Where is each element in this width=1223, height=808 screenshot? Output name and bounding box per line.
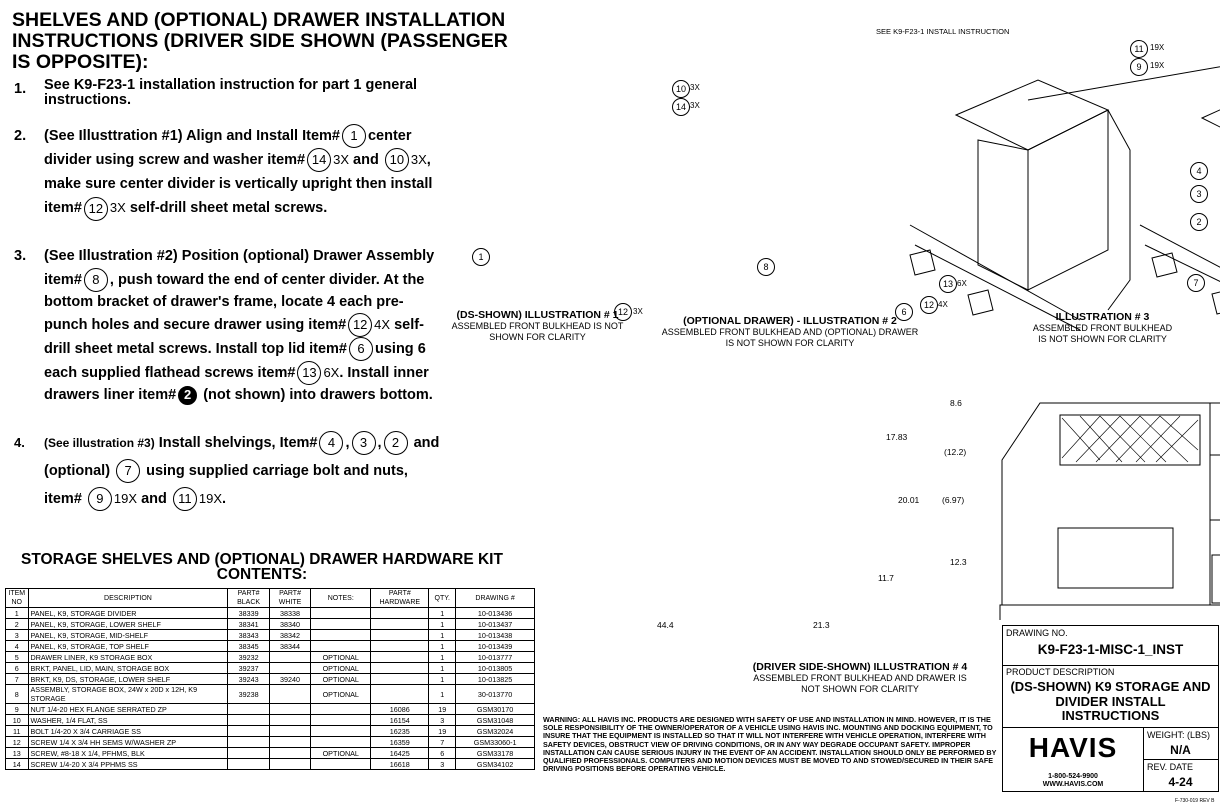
table-cell	[371, 619, 429, 630]
table-cell	[269, 663, 310, 674]
table-cell: PANEL, K9, STORAGE, MID-SHELF	[28, 630, 228, 641]
table-cell: GSM34102	[456, 759, 535, 770]
table-cell	[311, 737, 371, 748]
table-cell	[311, 704, 371, 715]
table-row	[6, 641, 535, 652]
table-cell	[269, 652, 310, 663]
havis-logo: HAVIS	[1028, 732, 1118, 763]
table-cell	[371, 663, 429, 674]
table-row	[6, 704, 535, 715]
table-cell: 16086	[371, 704, 429, 715]
table-cell: 10	[6, 715, 29, 726]
table-cell: 38341	[228, 619, 269, 630]
table-cell	[311, 715, 371, 726]
table-cell: 7	[429, 737, 456, 748]
table-cell: 2	[6, 619, 29, 630]
table-cell: 3	[429, 759, 456, 770]
table-cell: BRKT, K9, DS, STORAGE, LOWER SHELF	[28, 674, 228, 685]
step-1: 1. See K9-F23-1 installation instruction for part 1 general instructions.	[14, 77, 418, 108]
table-cell: 16154	[371, 715, 429, 726]
table-cell: 3	[6, 630, 29, 641]
table-cell: 10-013439	[456, 641, 535, 652]
table-cell: 16359	[371, 737, 429, 748]
table-cell: 14	[6, 759, 29, 770]
caption-illustration-4: (DRIVER SIDE-SHOWN) ILLUSTRATION # 4 ASSEMBLED FRONT BULKHEAD AND DRAWER IS NOT SHOWN FOR CLARITY	[752, 661, 968, 694]
table-cell: 38343	[228, 630, 269, 641]
table-row	[6, 737, 535, 748]
table-header-cell: NOTES:	[311, 589, 371, 608]
table-cell: 39243	[228, 674, 269, 685]
table-row	[6, 726, 535, 737]
table-cell: ASSEMBLY, STORAGE BOX, 24W x 20D x 12H, K9 STORAGE	[28, 685, 228, 704]
table-cell: 38339	[228, 608, 269, 619]
table-cell: OPTIONAL	[311, 685, 371, 704]
table-cell: 10-013438	[456, 630, 535, 641]
table-cell	[311, 608, 371, 619]
table-cell: GSM31048	[456, 715, 535, 726]
table-cell: OPTIONAL	[311, 652, 371, 663]
table-cell: 1	[429, 608, 456, 619]
table-cell	[269, 748, 310, 759]
table-row	[6, 652, 535, 663]
illustration-4-drawing	[1000, 403, 1220, 620]
table-row	[6, 619, 535, 630]
table-cell: GSM32024	[456, 726, 535, 737]
table-cell: 19	[429, 726, 456, 737]
illustration-2-drawing	[1140, 85, 1220, 330]
table-cell	[228, 704, 269, 715]
table-cell: 30-013770	[456, 685, 535, 704]
table-cell: 8	[6, 685, 29, 704]
table-row	[6, 674, 535, 685]
table-header-cell: ITEM NO	[6, 589, 29, 608]
table-cell: SCREW, #8-18 X 1/4, PFHMS, BLK	[28, 748, 228, 759]
caption-illustration-1: (DS-SHOWN) ILLUSTRATION # 1 ASSEMBLED FRONT BULKHEAD IS NOT SHOWN FOR CLARITY	[451, 309, 624, 342]
table-cell: 38340	[269, 619, 310, 630]
table-header-cell: DESCRIPTION	[28, 589, 228, 608]
table-cell: SCREW 1/4-20 X 3/4 PPHMS SS	[28, 759, 228, 770]
table-cell: 10-013437	[456, 619, 535, 630]
table-cell	[371, 608, 429, 619]
table-row	[6, 715, 535, 726]
table-cell: 16425	[371, 748, 429, 759]
table-cell	[311, 726, 371, 737]
table-cell: 4	[6, 641, 29, 652]
table-cell: PANEL, K9, STORAGE DIVIDER	[28, 608, 228, 619]
table-cell: 12	[6, 737, 29, 748]
table-cell: OPTIONAL	[311, 748, 371, 759]
table-cell: OPTIONAL	[311, 674, 371, 685]
table-cell	[228, 759, 269, 770]
table-cell	[269, 715, 310, 726]
table-header-cell: DRAWING #	[456, 589, 535, 608]
table-cell: 1	[429, 674, 456, 685]
table-cell	[228, 726, 269, 737]
table-header-cell: PART# HARDWARE	[371, 589, 429, 608]
table-row	[6, 685, 535, 704]
weight-value: N/A	[1170, 743, 1191, 757]
table-cell	[371, 685, 429, 704]
table-cell: 16235	[371, 726, 429, 737]
table-cell	[311, 630, 371, 641]
step-3: 3. (See Illustration #2) Position (optional) Drawer Assembly item# 8 , push toward the end of center divider. At the bottom bracket of drawer's frame, locate 4 each pre-punch holes and secure drawer using item# 12 4X self-drill sheet metal screws. Install top lid item# 6 using 6 each supplied flathead screws item# 13 6X. Install inner drawers liner item# 2 (not shown) into drawers bottom.	[14, 248, 435, 403]
table-cell: 13	[6, 748, 29, 759]
table-row	[6, 630, 535, 641]
table-cell: 19	[429, 704, 456, 715]
table-cell: GSM33178	[456, 748, 535, 759]
table-header-cell: PART# BLACK	[228, 589, 269, 608]
illustration-1-drawing	[910, 80, 1130, 330]
caption-illustration-2: (OPTIONAL DRAWER) - ILLUSTRATION # 2 ASSEMBLED FRONT BULKHEAD AND (OPTIONAL) DRAWER IS NOT SHOWN FOR CLARITY	[661, 315, 919, 348]
table-cell: 3	[429, 715, 456, 726]
kit-title: STORAGE SHELVES AND (OPTIONAL) DRAWER HARDWARE KIT CONTENTS:	[21, 551, 503, 583]
table-cell: 38344	[269, 641, 310, 652]
table-cell: 6	[6, 663, 29, 674]
table-row	[6, 759, 535, 770]
table-cell: 1	[429, 641, 456, 652]
table-cell: BRKT, PANEL, LID, MAIN, STORAGE BOX	[28, 663, 228, 674]
drawing-number: K9-F23-1-MISC-1_INST	[1037, 642, 1184, 657]
table-cell	[371, 630, 429, 641]
table-cell	[228, 715, 269, 726]
table-cell	[269, 685, 310, 704]
table-cell	[311, 641, 371, 652]
table-cell: 38345	[228, 641, 269, 652]
table-cell	[269, 704, 310, 715]
table-cell	[269, 726, 310, 737]
warning-text: WARNING: ALL HAVIS INC. PRODUCTS ARE DESIGNED WITH SAFETY OF USE AND INSTALLATION IN MIND. HOWEVER, IT IS THE SOLE RESPONSIBILITY OF THE OWNER/OPERATOR OF A VEHICLE USING HAVIS INC. MOUNTING AND DOCKING EQUIPMENT, TO INSURE THAT THE EQUIPMENT IS INSTALLED SO THAT IT WILL NOT INTERFERE WITH VEHICLE OPERATION, INTERFERE WITH SAFETY DEVICES, OBSTRUCT VIEW OF DRIVING CONDITIONS, OR IN ANY WAY DEGRADE OCCUPANT SAFETY. IMPROPER INSTALLATION CAN CAUSE SERIOUS INJURY IN THE EVENT OF AN ACCIDENT. INSTALLATION SHOULD ONLY BE PERFORMED BY QUALIFIED PROFESSIONALS. COMPUTERS AND MOTION DEVICES MUST BE MOVED TO AND STOWED/SECURED IN THEIR SAFE DRIVING POSITIONS BEFORE OPERATING VEHICLE.	[543, 715, 997, 774]
table-cell: 39232	[228, 652, 269, 663]
callout-1: 1	[342, 124, 366, 148]
title-block: DRAWING NO. K9-F23-1-MISC-1_INST PRODUCT DESCRIPTION (DS-SHOWN) K9 STORAGE AND DIVIDER INSTALL INSTRUCTIONS HAVIS 1-800-524-9900 WWW.HAVIS.COM WEIGHT: (LBS) N/A REV. DATE 4-24	[1002, 625, 1219, 792]
table-cell	[269, 737, 310, 748]
table-cell: 1	[429, 619, 456, 630]
table-cell: 38342	[269, 630, 310, 641]
table-cell	[371, 674, 429, 685]
table-cell: WASHER, 1/4 FLAT, SS	[28, 715, 228, 726]
ref-note: SEE K9-F23-1 INSTALL INSTRUCTION	[876, 27, 1010, 36]
table-row	[6, 663, 535, 674]
table-cell: 16618	[371, 759, 429, 770]
table-cell: 1	[6, 608, 29, 619]
table-cell: 38338	[269, 608, 310, 619]
rev-date: 4-24	[1168, 775, 1193, 789]
table-cell: GSM30170	[456, 704, 535, 715]
table-cell: GSM33060-1	[456, 737, 535, 748]
caption-illustration-3: ILLUSTRATION # 3 ASSEMBLED FRONT BULKHEAD IS NOT SHOWN FOR CLARITY	[1032, 311, 1173, 344]
contact: 1-800-524-9900 WWW.HAVIS.COM	[1042, 773, 1104, 788]
step-2: 2. (See Illusttration #1) Align and Install Item# 1 center divider using screw and washer item# 14 3X and 10 3X, make sure center divider is vertically upright then install item# 12 3X self-drill sheet metal screws.	[14, 124, 444, 221]
table-cell: 11	[6, 726, 29, 737]
table-cell: 39240	[269, 674, 310, 685]
table-cell: SCREW 1/4 X 3/4 HH SEMS W/WASHER ZP	[28, 737, 228, 748]
table-header-cell: PART# WHITE	[269, 589, 310, 608]
table-row	[6, 748, 535, 759]
table-cell: 10-013825	[456, 674, 535, 685]
table-cell	[371, 641, 429, 652]
table-cell: 39237	[228, 663, 269, 674]
table-cell: 10-013777	[456, 652, 535, 663]
table-cell: 6	[429, 748, 456, 759]
step-4: 4. (See illustration #3) Install shelvings, Item# 4 , 3 , 2 and (optional) 7 using supplied carriage bolt and nuts, item# 9 19X and 11 19X.	[14, 429, 444, 513]
product-description: (DS-SHOWN) K9 STORAGE AND DIVIDER INSTALL INSTRUCTIONS	[1010, 679, 1211, 723]
table-cell: 39238	[228, 685, 269, 704]
table-cell: 9	[6, 704, 29, 715]
table-cell: 1	[429, 652, 456, 663]
table-cell: BOLT 1/4-20 X 3/4 CARRIAGE SS	[28, 726, 228, 737]
table-cell: 1	[429, 685, 456, 704]
table-cell: OPTIONAL	[311, 663, 371, 674]
table-cell	[371, 652, 429, 663]
table-cell: PANEL, K9, STORAGE, TOP SHELF	[28, 641, 228, 652]
page-title: SHELVES AND (OPTIONAL) DRAWER INSTALLATION INSTRUCTIONS (DRIVER SIDE SHOWN (PASSENGER IS OPPOSITE):	[12, 9, 508, 73]
table-cell	[311, 619, 371, 630]
table-cell: 10-013805	[456, 663, 535, 674]
table-cell	[311, 759, 371, 770]
table-cell	[228, 748, 269, 759]
table-cell: 10-013436	[456, 608, 535, 619]
table-header-cell: QTY.	[429, 589, 456, 608]
form-number: F-730-019 REV B	[1175, 798, 1215, 804]
table-cell: 1	[429, 630, 456, 641]
table-cell: NUT 1/4-20 HEX FLANGE SERRATED ZP	[28, 704, 228, 715]
table-cell: DRAWER LINER, K9 STORAGE BOX	[28, 652, 228, 663]
table-cell: 5	[6, 652, 29, 663]
table-cell	[269, 759, 310, 770]
table-cell: 1	[429, 663, 456, 674]
table-cell: PANEL, K9, STORAGE, LOWER SHELF	[28, 619, 228, 630]
table-cell: 7	[6, 674, 29, 685]
table-cell	[228, 737, 269, 748]
